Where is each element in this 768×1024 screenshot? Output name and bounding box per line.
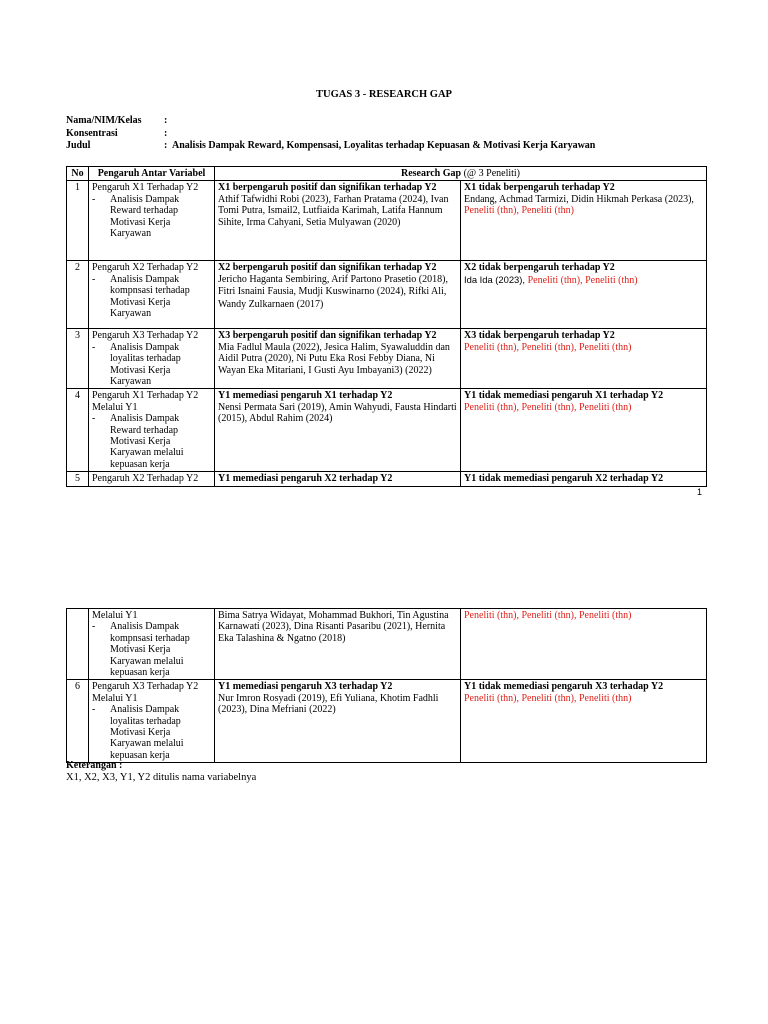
- positive-gap-cell: [215, 680, 461, 763]
- negative-gap-cell: [461, 181, 707, 261]
- field-row: [66, 140, 706, 153]
- table-header-row: [67, 167, 707, 181]
- field-colon: :: [164, 127, 168, 139]
- positive-gap-authors: Nensi Permata Sari (2019), Amin Wahyudi, Fausta Hindarti (2015), Abdul Rahim (2024): [218, 401, 457, 425]
- variable-title: Pengaruh X3 Terhadap Y2: [92, 330, 199, 342]
- negative-gap-placeholder: Peneliti (thn), Peneliti (thn): [464, 205, 574, 217]
- page-number: 1: [697, 487, 703, 497]
- variable-bullet: [92, 413, 211, 470]
- header-gap-note: (@ 3 Peneliti): [461, 168, 521, 179]
- variable-bullet-text: Analisis Dampak kompnsasi terhadap Motivasi Kerja Karyawan: [110, 273, 190, 320]
- row-no: 5: [67, 472, 89, 486]
- page-title: TUGAS 3 - RESEARCH GAP: [316, 89, 452, 100]
- row-no: 1: [67, 181, 89, 261]
- row-no: 6: [67, 680, 89, 763]
- variable-title: Pengaruh X3 Terhadap Y2 Melalui Y1: [92, 681, 199, 704]
- negative-gap-authors: Endang, Achmad Tarmizi, Didin Hikmah Perkasa (2023),: [464, 193, 694, 205]
- positive-gap-cell: [215, 472, 461, 486]
- negative-gap-heading: X3 tidak berpengaruh terhadap Y2: [464, 330, 615, 342]
- research-gap-table: [66, 166, 707, 487]
- variable-cell: [89, 261, 215, 329]
- header-variable: Pengaruh Antar Variabel: [89, 167, 215, 181]
- variable-bullet-text: Analisis Dampak kompnsasi terhadap Motivasi Kerja Karyawan melalui kepuasan kerja: [110, 621, 190, 679]
- variable-cell: [89, 680, 215, 763]
- positive-gap-heading: X3 berpengaruh positif dan signifikan terhadap Y2: [218, 330, 437, 342]
- header-no: No: [67, 167, 89, 181]
- positive-gap-heading: X2 berpengaruh positif dan signifikan terhadap Y2: [218, 262, 437, 274]
- variable-bullet: [92, 704, 211, 761]
- variable-bullet: [92, 194, 211, 240]
- header-fields: [66, 115, 706, 153]
- row-no: 2: [67, 261, 89, 329]
- variable-bullet-text: Analisis Dampak Reward terhadap Motivasi Kerja Karyawan: [110, 193, 180, 240]
- positive-gap-authors: Jericho Haganta Sembiring, Arif Partono Prasetio (2018), Fitri Isnaini Fausia, Mudji Kuswinarno (2024), Rifki Ali, Wandy Zulkarnaen (2017): [218, 273, 448, 310]
- positive-gap-cell: [215, 329, 461, 389]
- field-colon: :: [164, 115, 168, 126]
- header-research-gap: [215, 167, 707, 181]
- field-row: [66, 128, 706, 141]
- variable-cell: [89, 472, 215, 486]
- table-row: [67, 472, 707, 486]
- field-label-judul: Judul: [66, 140, 91, 151]
- positive-gap-authors: Nur Imron Rosyadi (2019), Efi Yuliana, Khotim Fadhli (2023), Dina Mefriani (2022): [218, 692, 439, 716]
- positive-gap-cell: [215, 389, 461, 472]
- positive-gap-authors: Bima Satrya Widayat, Mohammad Bukhori, Tin Agustina Karnawati (2023), Dina Risanti Pasaribu (2021), Hernita Eka Talashina & Ngatno (2018): [218, 610, 449, 644]
- variable-title: Melalui Y1: [92, 610, 138, 621]
- variable-bullet: [92, 342, 211, 388]
- bullet-dash: -: [92, 341, 96, 353]
- negative-gap-placeholder: Peneliti (thn), Peneliti (thn), Peneliti (thn): [464, 692, 632, 704]
- negative-gap-heading: X1 tidak berpengaruh terhadap Y2: [464, 182, 615, 194]
- field-label-konsentrasi: Konsentrasi: [66, 127, 118, 139]
- variable-title: Pengaruh X1 Terhadap Y2 Melalui Y1: [92, 390, 199, 413]
- variable-bullet: [92, 274, 211, 320]
- notes-label: Keterangan :: [66, 760, 123, 771]
- bullet-dash: -: [92, 621, 96, 633]
- negative-gap-placeholder: Peneliti (thn), Peneliti (thn), Peneliti (thn): [464, 610, 632, 621]
- positive-gap-heading: Y1 memediasi pengaruh X1 terhadap Y2: [218, 390, 393, 402]
- negative-gap-placeholder: Peneliti (thn), Peneliti (thn): [527, 274, 638, 286]
- table-row: [67, 680, 707, 763]
- positive-gap-authors: Mia Fadlul Maula (2022), Jesica Halim, Syawaluddin dan Aidil Putra (2020), Ni Putu Eka Rosi Febby Diana, Ni Wayan Eka Mitariani, I Gusti Ayu Imbayani3) (2022): [218, 341, 450, 376]
- negative-gap-heading: Y1 tidak memediasi pengaruh X2 terhadap Y2: [464, 473, 664, 485]
- variable-bullet-text: Analisis Dampak loyalitas terhadap Motivasi Kerja Karyawan melalui kepuasan kerja: [110, 704, 184, 761]
- field-value-judul: Analisis Dampak Reward, Kompensasi, Loyalitas terhadap Kepuasan & Motivasi Kerja Karyawan: [172, 140, 596, 151]
- positive-gap-heading: X1 berpengaruh positif dan signifikan terhadap Y2: [218, 182, 437, 194]
- variable-title: Pengaruh X1 Terhadap Y2: [92, 182, 199, 194]
- negative-gap-cell: [461, 389, 707, 472]
- row-no: [67, 609, 89, 680]
- notes-text: X1, X2, X3, Y1, Y2 ditulis nama variabelnya: [66, 772, 257, 784]
- variable-bullet-text: Analisis Dampak Reward terhadap Motivasi Kerja Karyawan melalui kepuasan kerja: [110, 413, 184, 470]
- research-gap-table-continued: [66, 608, 707, 763]
- negative-gap-authors: Ida Ida (2023),: [464, 273, 528, 285]
- negative-gap-heading: Y1 tidak memediasi pengaruh X1 terhadap Y2: [464, 390, 664, 402]
- table-row: [67, 181, 707, 261]
- negative-gap-cell: [461, 680, 707, 763]
- bullet-dash: -: [92, 704, 96, 716]
- negative-gap-cell: [461, 329, 707, 389]
- header-gap-label: Research Gap: [401, 168, 462, 179]
- positive-gap-authors: Athif Tafwidhi Robi (2023), Farhan Pratama (2024), Ivan Tomi Putra, Ismail2, Lutfiaida Karimah, Latifa Hannum Sihite, Irma Cahyani, Setia Mulyawan (2020): [218, 193, 449, 228]
- negative-gap-heading: Y1 tidak memediasi pengaruh X3 terhadap Y2: [464, 681, 664, 693]
- variable-cell: [89, 389, 215, 472]
- positive-gap-heading: Y1 memediasi pengaruh X3 terhadap Y2: [218, 681, 393, 693]
- bullet-dash: -: [92, 413, 96, 425]
- negative-gap-heading: X2 tidak berpengaruh terhadap Y2: [464, 262, 615, 274]
- positive-gap-cell: [215, 261, 461, 329]
- positive-gap-cell: [215, 181, 461, 261]
- variable-cell: [89, 609, 215, 680]
- notes-section: [66, 760, 256, 784]
- variable-bullet-text: Analisis Dampak loyalitas terhadap Motivasi Kerja Karyawan: [110, 341, 181, 388]
- negative-gap-cell: [461, 261, 707, 329]
- field-label-nama: Nama/NIM/Kelas: [66, 115, 142, 126]
- negative-gap-placeholder: Peneliti (thn), Peneliti (thn), Peneliti (thn): [464, 341, 632, 353]
- positive-gap-cell: [215, 609, 461, 680]
- table-row: [67, 261, 707, 329]
- table-row: [67, 389, 707, 472]
- field-row: [66, 115, 706, 128]
- variable-cell: [89, 329, 215, 389]
- bullet-dash: -: [92, 273, 96, 285]
- variable-cell: [89, 181, 215, 261]
- variable-title: Pengaruh X2 Terhadap Y2: [92, 473, 199, 485]
- bullet-dash: -: [92, 193, 96, 205]
- table-row: [67, 609, 707, 680]
- field-colon: :: [164, 140, 168, 151]
- row-no: 3: [67, 329, 89, 389]
- variable-title: Pengaruh X2 Terhadap Y2: [92, 262, 199, 274]
- negative-gap-placeholder: Peneliti (thn), Peneliti (thn), Peneliti (thn): [464, 401, 632, 413]
- positive-gap-heading: Y1 memediasi pengaruh X2 terhadap Y2: [218, 473, 393, 485]
- negative-gap-cell: [461, 472, 707, 486]
- variable-bullet: [92, 621, 211, 678]
- row-no: 4: [67, 389, 89, 472]
- table-row: [67, 329, 707, 389]
- negative-gap-cell: [461, 609, 707, 680]
